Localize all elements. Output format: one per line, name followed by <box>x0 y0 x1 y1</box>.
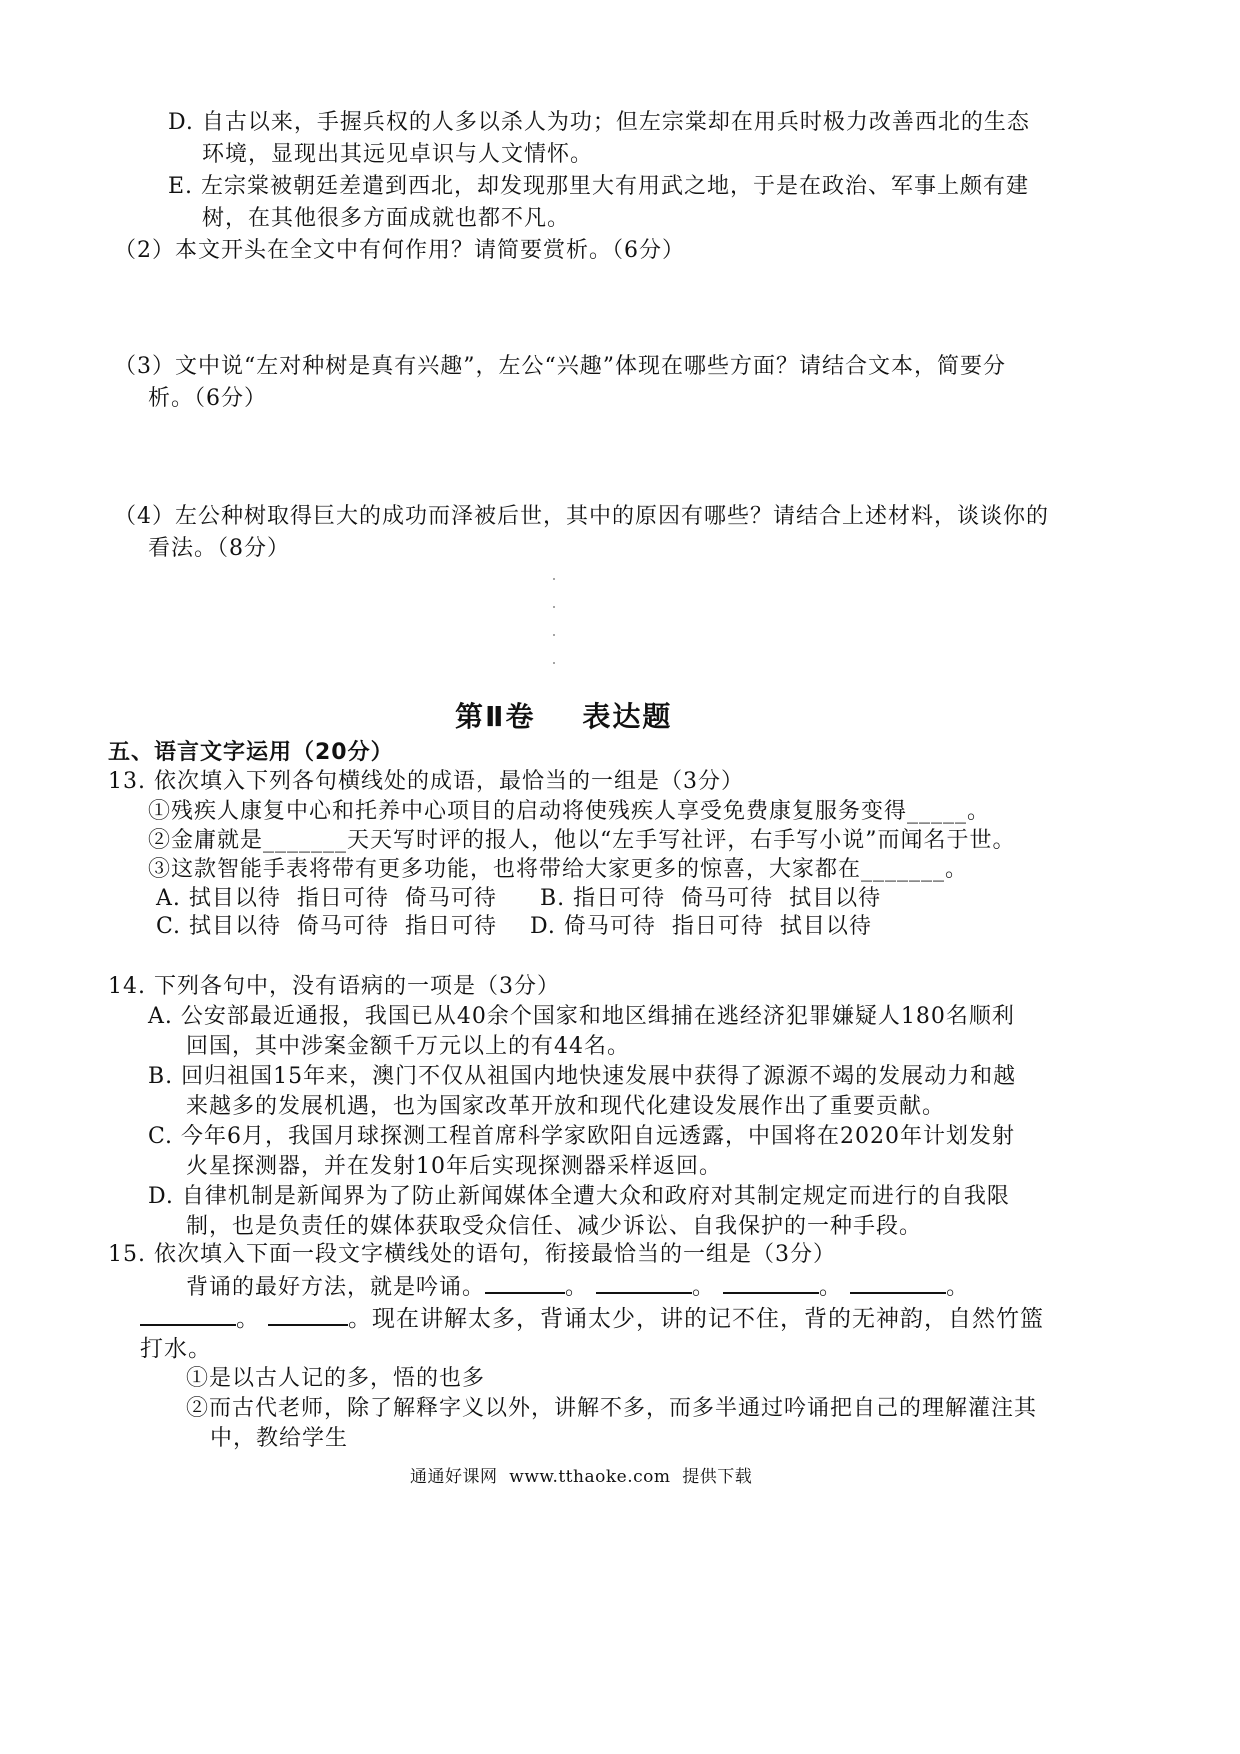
sentence-period: 。 <box>692 1275 716 1300</box>
q15-passage-line2 <box>140 1302 1044 1334</box>
q15-option-2-line1: ②而古代老师，除了解释字义以外，讲解不多，而多半通过吟诵把自己的理解灌注其 <box>186 1396 1038 1421</box>
page-footer: 通通好课网 www.tthaoke.com 提供下载 <box>410 1467 753 1487</box>
q15-passage-start: 背诵的最好方法，就是吟诵。 <box>186 1275 486 1300</box>
option-d-line2: 环境，显现出其远见卓识与人文情怀。 <box>202 142 594 167</box>
q14-option-c-line1: C. 今年6月，我国月球探测工程首席科学家欧阳自远透露，中国将在2020年计划发射 <box>148 1124 1016 1149</box>
sentence-period: 。 <box>565 1275 589 1300</box>
q15-passage-line3: 打水。 <box>140 1336 212 1362</box>
q14-option-d-line1: D. 自律机制是新闻界为了防止新闻媒体全遭大众和政府对其制定规定而进行的自我限 <box>148 1184 1010 1209</box>
sentence-period: 。 <box>946 1275 970 1300</box>
q14-option-d-line2: 制，也是负责任的媒体获取受众信任、减少诉讼、自我保护的一种手段。 <box>186 1214 923 1239</box>
section-title: 第Ⅱ卷 表达题 <box>455 700 673 733</box>
part-heading: 五、语言文字运用（20分） <box>108 740 394 765</box>
q14-option-b-line2: 来越多的发展机遇，也为国家改革开放和现代化建设发展作出了重要贡献。 <box>186 1094 946 1119</box>
sub-question-3-line2: 析。（6分） <box>148 386 267 411</box>
q13-option-c: C. 拭目以待 倚马可待 指日可待 <box>156 914 498 939</box>
q13-option-b: B. 指日可待 倚马可待 拭目以待 <box>540 886 882 911</box>
fill-blank[interactable] <box>596 1270 692 1294</box>
fill-blank[interactable] <box>850 1270 946 1294</box>
fill-blank[interactable] <box>140 1302 236 1326</box>
scan-dot <box>553 634 555 636</box>
option-d-line1: D. 自古以来，手握兵权的人多以杀人为功；但左宗棠却在用兵时极力改善西北的生态 <box>168 110 1030 135</box>
q15-option-1: ①是以古人记的多，悟的也多 <box>186 1366 486 1391</box>
sub-question-4-line2: 看法。（8分） <box>148 536 290 561</box>
sub-question-3-line1: （3）文中说“左对种树是真有兴趣”，左公“兴趣”体现在哪些方面？请结合文本，简要分 <box>114 354 1006 379</box>
q13-option-d: D. 倚马可待 指日可待 拭目以待 <box>530 914 872 939</box>
q15-passage-tail: 。现在讲解太多，背诵太少，讲的记不住，背的无神韵，自然竹篮 <box>348 1306 1044 1332</box>
fill-blank[interactable] <box>485 1270 565 1294</box>
fill-blank[interactable] <box>268 1302 348 1326</box>
q13-sentence-2: ②金庸就是_______天天写时评的报人，他以“左手写社评，右手写小说”而闻名于世。 <box>148 828 1016 853</box>
option-e-line1: E. 左宗棠被朝廷差遣到西北，却发现那里大有用武之地，于是在政治、军事上颇有建 <box>168 174 1030 199</box>
q15-option-2-line2: 中，教给学生 <box>210 1426 349 1451</box>
scan-dot <box>553 662 555 664</box>
q15-passage-line1 <box>186 1270 969 1303</box>
q13-option-a: A. 拭目以待 指日可待 倚马可待 <box>156 886 497 911</box>
scan-dot <box>553 606 555 608</box>
fill-blank[interactable] <box>723 1270 819 1294</box>
q14-option-a-line2: 回国，其中涉案金额千万元以上的有44名。 <box>186 1034 630 1059</box>
q14-option-a-line1: A. 公安部最近通报，我国已从40余个国家和地区缉捕在逃经济犯罪嫌疑人180名顺利 <box>148 1004 1015 1029</box>
q14-stem: 14. 下列各句中，没有语病的一项是（3分） <box>108 974 560 999</box>
q14-option-c-line2: 火星探测器，并在发射10年后实现探测器采样返回。 <box>186 1154 722 1179</box>
sub-question-4-line1: （4）左公种树取得巨大的成功而泽被后世，其中的原因有哪些？请结合上述材料，谈谈你的 <box>114 504 1050 529</box>
q13-sentence-3: ③这款智能手表将带有更多功能，也将带给大家更多的惊喜，大家都在_______。 <box>148 857 969 882</box>
q13-sentence-1: ①残疾人康复中心和托养中心项目的启动将使残疾人享受免费康复服务变得_____。 <box>148 799 991 824</box>
scan-dot <box>553 578 555 580</box>
sub-question-2: （2）本文开头在全文中有何作用？请简要赏析。（6分） <box>114 238 685 263</box>
q14-option-b-line1: B. 回归祖国15年来，澳门不仅从祖国内地快速发展中获得了源源不竭的发展动力和越 <box>148 1064 1017 1089</box>
q15-stem: 15. 依次填入下面一段文字横线处的语句，衔接最恰当的一组是（3分） <box>108 1242 836 1267</box>
sentence-period: 。 <box>819 1275 843 1300</box>
q13-stem: 13. 依次填入下列各句横线处的成语，最恰当的一组是（3分） <box>108 769 744 794</box>
sentence-period: 。 <box>236 1306 260 1332</box>
option-e-line2: 树，在其他很多方面成就也都不凡。 <box>202 206 571 231</box>
